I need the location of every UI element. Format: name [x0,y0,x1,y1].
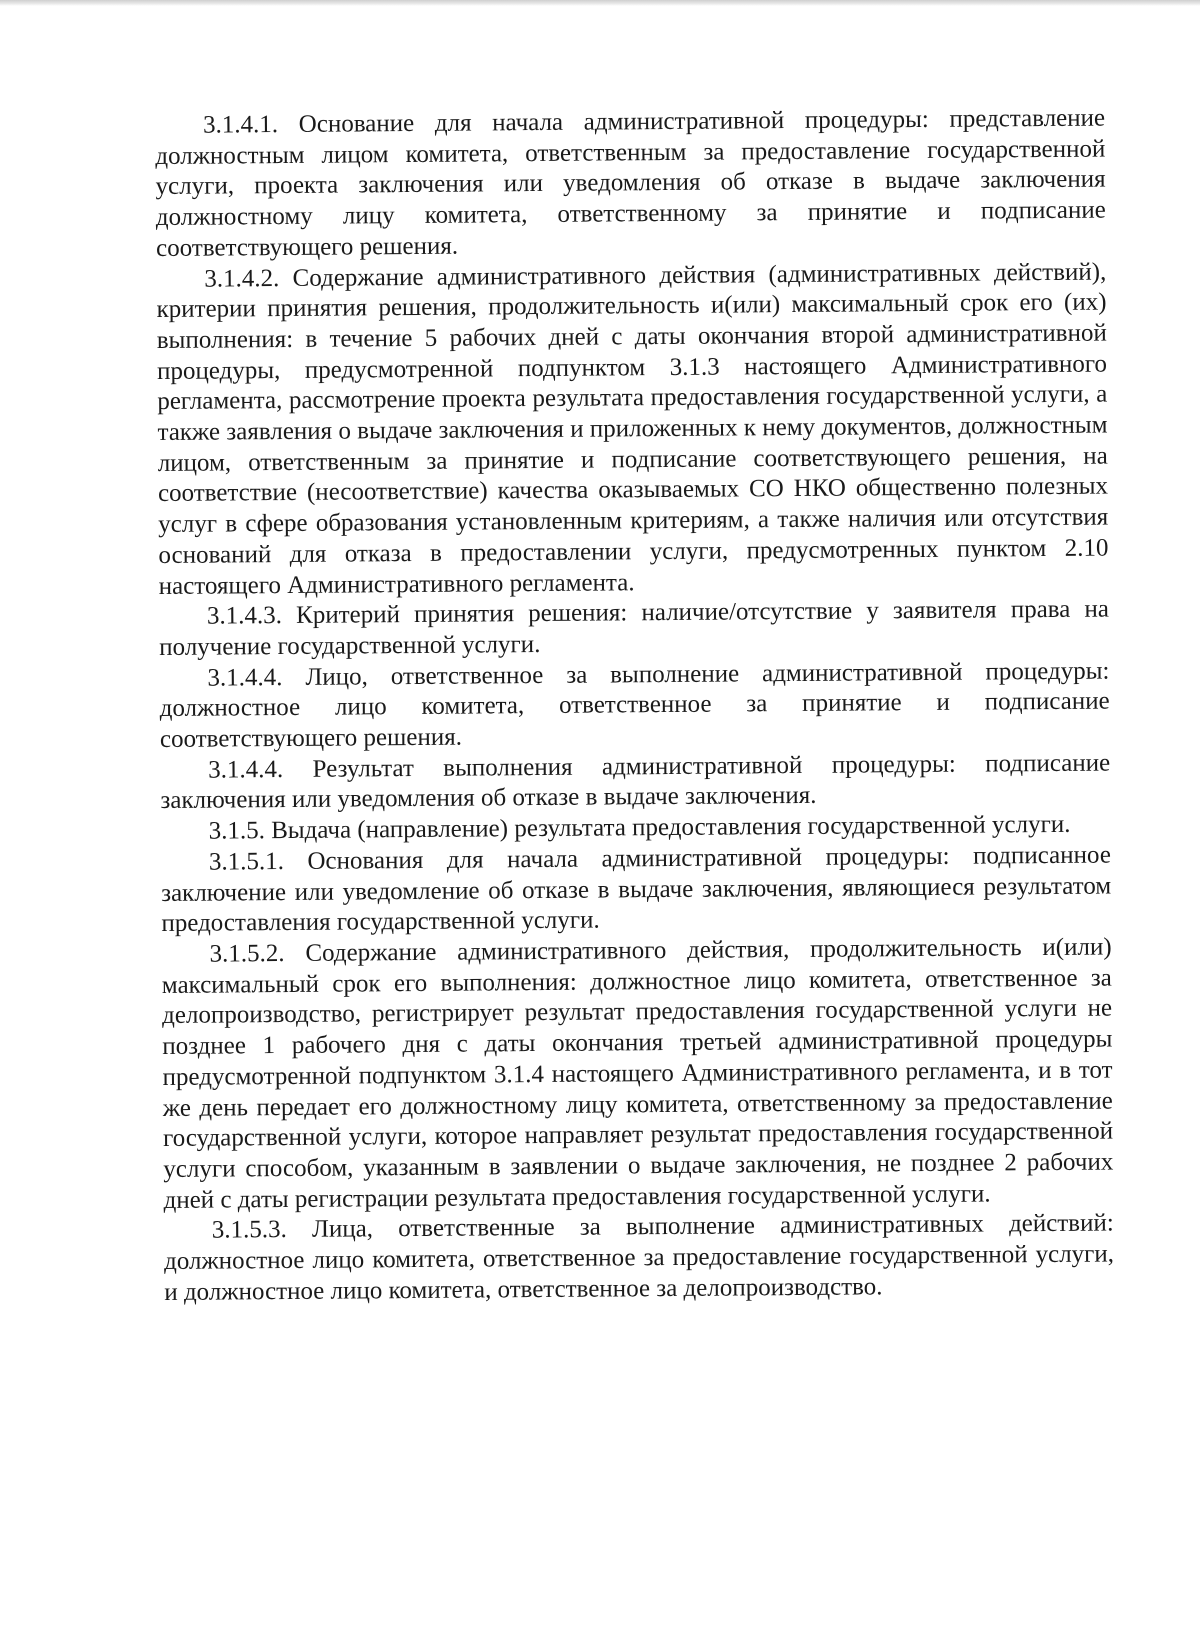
scan-edge-shadow [0,0,1200,6]
document-body [155,104,1114,1309]
paragraph-3-1-4-1: 3.1.4.1. Основание для начала административной процедуры: представление должностным лицом комитета, ответственным за предоставление государственной услуги, проекта заключения или уведомления об отказе в выдаче заключения должностному лицу комитета, ответственному за принятие и подписание соответствующего решения. [155,104,1106,262]
paragraph-3-1-5-1: 3.1.5.1. Основания для начала административной процедуры: подписанное заключение или уведомление об отказе в выдаче заключения, являющиеся результатом предоставления государственной услуги. [161,841,1112,938]
paragraph-3-1-5: 3.1.5. Выдача (направление) результата предоставления государственной услуги. [208,811,1071,845]
paragraph-3-1-4-3: 3.1.4.3. Критерий принятия решения: наличие/отсутствие у заявителя права на получение государственной услуги. [159,595,1110,661]
paragraph-3-1-5-2: 3.1.5.2. Содержание административного действия, продолжительность и(или) максимальный срок его выполнения: должностное лицо комитета, ответственное за делопроизводство, регистрирует результат предоставления государственной услуги не позднее 1 рабочего дня с даты окончания третьей административной процедуры предусмотренной подпунктом 3.1.4 настоящего Административного регламента, и в тот же день передает его должностному лицу комитета, ответственному за предоставление государственной услуги, которое направляет результат предоставления государственной услуги способом, указанным в заявлении о выдаче заключения, не позднее 2 рабочих дней с даты регистрации результата предоставления государственной услуги. [161,933,1114,1214]
paragraph-3-1-4-2: 3.1.4.2. Содержание административного действия (административных действий), критерии принятия решения, продолжительность и(или) максимальный срок его (их) выполнения: в течение 5 рабочих дней с даты окончания второй административной процедуры, предусмотренной подпунктом 3.1.3 настоящего Административного регламента, рассмотрение проекта результата предоставления государственной услуги, а также заявления о выдаче заключения и приложенных к нему документов, должностным лицом, ответственным за принятие и подписание соответствующего решения, на соответствие (несоответствие) качества оказываемых СО НКО общественно полезных услуг в сфере образования установленным критериям, а также наличия или отсутствия оснований для отказа в предоставлении услуги, предусмотренных пунктом 2.10 настоящего Административного регламента. [156,258,1109,600]
paragraph-3-1-5-3: 3.1.5.3. Лица, ответственные за выполнение административных действий: должностное лицо комитета, ответственное за предоставление государственной услуги, и должностное лицо комитета, ответственное за делопроизводство. [163,1209,1115,1306]
paragraph-3-1-4-4-result: 3.1.4.4. Результат выполнения административной процедуры: подписание заключения или уведомления об отказе в выдаче заключения. [160,749,1111,815]
paragraph-3-1-4-4-responsible: 3.1.4.4. Лицо, ответственное за выполнение административной процедуры: должностное лицо комитета, ответственное за принятие и подписание соответствующего решения. [159,657,1110,754]
